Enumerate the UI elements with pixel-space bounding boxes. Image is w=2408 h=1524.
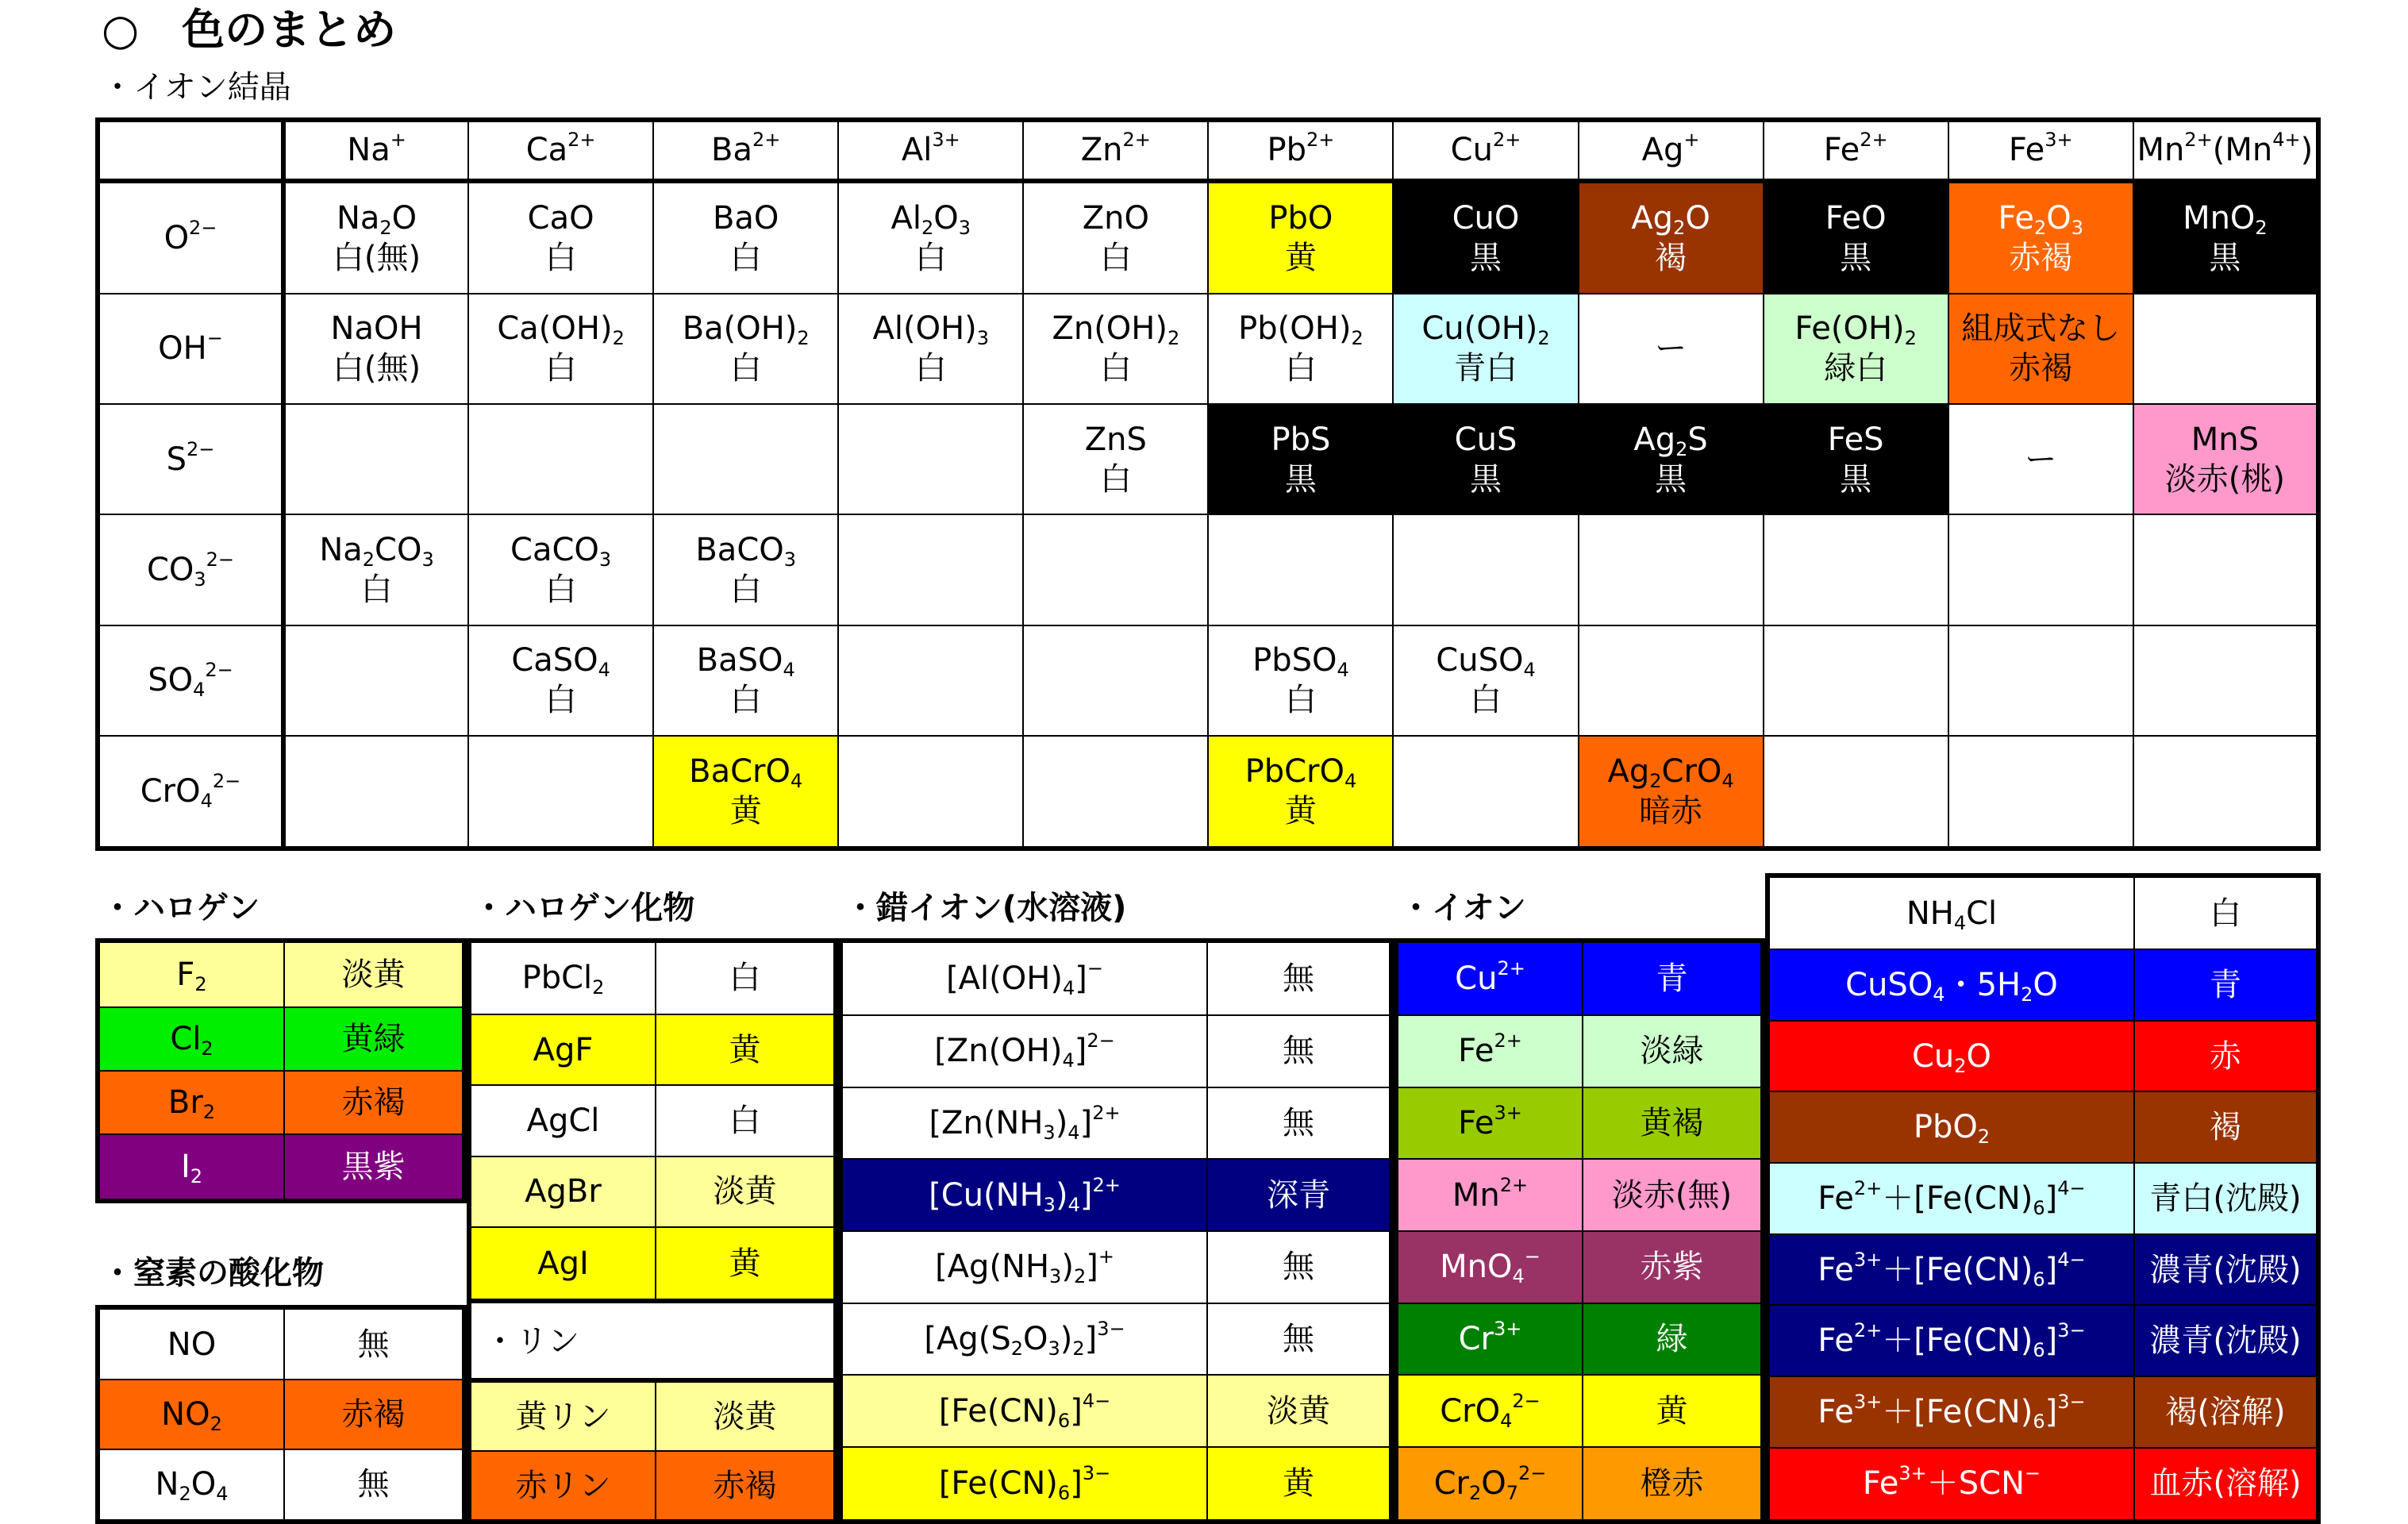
color-cell: 白 <box>656 941 836 1014</box>
nitrogen-oxide-row <box>98 1449 464 1522</box>
formula-cell: $Cl_2$ <box>98 1007 284 1071</box>
other-row <box>1768 1448 2318 1522</box>
complex-ion-row <box>840 1159 1391 1231</box>
section-label-complex-ions: ・錯イオン(水溶液) <box>844 890 1127 926</box>
formula-cell: $Fe^{3+}+SCN^-$ <box>1768 1448 2134 1522</box>
compound-cell <box>468 404 653 514</box>
complex-ion-row <box>840 941 1391 1015</box>
color-cell: 無 <box>284 1307 464 1380</box>
halogen-table <box>95 938 467 1203</box>
compound-cell <box>1764 514 1948 625</box>
ionic-crystal-table <box>95 117 2321 851</box>
compound-cell <box>1393 736 1578 849</box>
compound-cell <box>468 736 653 849</box>
row-header-anion: OH− <box>98 294 283 404</box>
compound-cell: ZnS 白 <box>1023 404 1208 514</box>
column-header-cation: $Al^{3+}$ <box>838 120 1023 181</box>
other-row <box>1768 949 2318 1021</box>
color-cell: 赤 <box>2134 1021 2318 1092</box>
compound-cell: MnO$_2$ 黒 <box>2133 181 2318 294</box>
formula-cell: $Fe^{3+}+[Fe(CN)_6]^{3-}$ <box>1768 1376 2134 1448</box>
compound-cell: BaCrO$_4$ 黄 <box>653 736 838 849</box>
color-cell: 青 <box>1583 941 1763 1015</box>
ions-table <box>1394 938 1765 1524</box>
column-header-cation: $Ca^{2+}$ <box>468 120 653 181</box>
formula-cell: $Fe^{2+}+[Fe(CN)_6]^{4-}$ <box>1768 1163 2134 1234</box>
color-cell: 青白(沈殿) <box>2134 1163 2318 1234</box>
halide-row <box>469 1156 836 1227</box>
complex-ion-row <box>840 1375 1391 1447</box>
other-row <box>1768 1234 2318 1306</box>
formula-cell: NO <box>98 1307 284 1380</box>
section-label-phosphorus: ・リン <box>484 1323 579 1360</box>
compound-cell: $Na_2O$ 白(無) <box>283 181 468 294</box>
formula-cell: $Fe^{2+}+[Fe(CN)_6]^{3-}$ <box>1768 1305 2134 1376</box>
others-table <box>1765 873 2321 1524</box>
complex-ion-row <box>840 1303 1391 1376</box>
compound-cell: ー <box>1579 294 1764 404</box>
ion-row <box>1396 1015 1763 1087</box>
color-cell: 濃青(沈殿) <box>2134 1234 2318 1306</box>
compound-cell <box>1948 736 2133 849</box>
column-header-cation: $Mn^{2+}(Mn^{4+})$ <box>2133 120 2318 181</box>
ion-row <box>1396 1087 1763 1160</box>
complex-ion-row <box>840 1087 1391 1160</box>
formula-cell: $[Cu(NH_3)_4]^{2+}$ <box>840 1159 1207 1231</box>
column-header-cation: Na+ <box>283 120 468 181</box>
other-row <box>1768 876 2318 949</box>
phosphorus-row <box>469 1380 836 1451</box>
color-cell: 黄褐 <box>1583 1087 1763 1160</box>
row-header-anion: CrO$_4^{2-}$ <box>98 736 283 849</box>
compound-cell: BaCO$_3$ 白 <box>653 514 838 625</box>
row-header-anion: $CO_3^{2-}$ <box>98 514 283 625</box>
compound-cell <box>1579 514 1764 625</box>
compound-cell <box>283 625 468 736</box>
compound-cell <box>1948 514 2133 625</box>
color-cell: 淡黄 <box>656 1380 836 1451</box>
complex-ion-row <box>840 1231 1391 1303</box>
formula-cell: PbCl$_2$ <box>469 941 656 1014</box>
formula-cell: $Fe^{3+}$ <box>1396 1087 1583 1160</box>
formula-cell: AgF <box>469 1014 656 1085</box>
halogen-row <box>98 1134 464 1201</box>
formula-cell: $Fe^{3+}+[Fe(CN)_6]^{4-}$ <box>1768 1234 2134 1306</box>
section-label-nitrogen-oxides: ・窒素の酸化物 <box>102 1255 324 1291</box>
color-cell: 赤紫 <box>1583 1231 1763 1303</box>
compound-cell <box>838 625 1023 736</box>
color-cell: 褐 <box>2134 1091 2318 1163</box>
compound-cell: $Ag_2S$ 黒 <box>1579 404 1764 514</box>
compound-cell: $Na_2CO_3$ 白 <box>283 514 468 625</box>
row-header-anion: $O^{2-}$ <box>98 181 283 294</box>
phosphorus-table <box>467 1378 838 1524</box>
color-cell: 黄 <box>1583 1375 1763 1447</box>
other-row <box>1768 1021 2318 1092</box>
compound-cell: CuSO$_4$ 白 <box>1393 625 1578 736</box>
other-row <box>1768 1376 2318 1448</box>
phosphorus-header <box>467 1303 838 1378</box>
color-cell: 深青 <box>1207 1159 1391 1231</box>
formula-cell: $NO_2$ <box>98 1380 284 1449</box>
formula-cell: AgCl <box>469 1085 656 1156</box>
color-cell: 無 <box>284 1449 464 1522</box>
color-cell: 無 <box>1207 1087 1391 1160</box>
formula-cell: $[Zn(NH_3)_4]^{2+}$ <box>840 1087 1207 1160</box>
compound-cell: ZnO 白 <box>1023 181 1208 294</box>
compound-cell <box>283 736 468 849</box>
compound-cell: MnS 淡赤(桃) <box>2133 404 2318 514</box>
other-row <box>1768 1163 2318 1234</box>
section-label-ions: ・イオン <box>1400 890 1526 926</box>
formula-cell: 黄リン <box>469 1380 656 1451</box>
color-cell: 淡黄 <box>656 1156 836 1227</box>
row-header-anion: $SO_4^{2-}$ <box>98 625 283 736</box>
color-cell: 無 <box>1207 1231 1391 1303</box>
page-title: ○ 色のまとめ <box>102 5 397 55</box>
compound-cell: $Ag_2CrO_4$ 暗赤 <box>1579 736 1764 849</box>
compound-cell: 組成式なし 赤褐 <box>1948 294 2133 404</box>
column-header-cation: $Pb^{2+}$ <box>1208 120 1393 181</box>
color-cell: 黄 <box>656 1227 836 1301</box>
halogen-row <box>98 941 464 1007</box>
compound-cell <box>1948 625 2133 736</box>
section-label-halides: ・ハロゲン化物 <box>473 890 695 926</box>
compound-cell <box>838 404 1023 514</box>
color-cell: 赤褐 <box>284 1380 464 1449</box>
color-cell: 緑 <box>1583 1303 1763 1376</box>
section-label-halogen: ・ハロゲン <box>102 890 260 926</box>
formula-cell: $Mn^{2+}$ <box>1396 1159 1583 1231</box>
color-cell: 褐(溶解) <box>2134 1376 2318 1448</box>
formula-cell: 赤リン <box>469 1451 656 1522</box>
color-cell: 黄 <box>1207 1447 1391 1522</box>
compound-cell <box>1023 514 1208 625</box>
ion-row <box>1396 1159 1763 1231</box>
compound-cell <box>838 736 1023 849</box>
complex-ion-row <box>840 1015 1391 1087</box>
color-cell: 無 <box>1207 1015 1391 1087</box>
color-cell: 白 <box>656 1085 836 1156</box>
color-cell: 青 <box>2134 949 2318 1021</box>
formula-cell: $[Zn(OH)_4]^{2-}$ <box>840 1015 1207 1087</box>
halide-row <box>469 1085 836 1156</box>
nitrogen-oxide-row <box>98 1307 464 1380</box>
compound-cell: CuO 黒 <box>1393 181 1578 294</box>
formula-cell: $[Ag(NH_3)_2]^+$ <box>840 1231 1207 1303</box>
color-cell: 赤褐 <box>656 1451 836 1522</box>
color-cell: 赤褐 <box>284 1071 464 1134</box>
halide-row <box>469 1227 836 1301</box>
compound-cell: $Al_2O_3$ 白 <box>838 181 1023 294</box>
other-row <box>1768 1305 2318 1376</box>
formula-cell: $NH_4Cl$ <box>1768 876 2134 949</box>
compound-cell: FeO 黒 <box>1764 181 1948 294</box>
formula-cell: MnO$_4$− <box>1396 1231 1583 1303</box>
color-cell: 無 <box>1207 1303 1391 1376</box>
compound-cell: $Pb(OH)_2$ 白 <box>1208 294 1393 404</box>
row-header-anion: $S^{2-}$ <box>98 404 283 514</box>
compound-cell: CaSO$_4$ 白 <box>468 625 653 736</box>
ion-row <box>1396 941 1763 1015</box>
color-cell: 淡黄 <box>284 941 464 1007</box>
compound-cell: $Zn(OH)_2$ 白 <box>1023 294 1208 404</box>
column-header-cation: $Fe^{2+}$ <box>1764 120 1948 181</box>
formula-cell: $[Ag(S_2O_3)_2]^{3-}$ <box>840 1303 1207 1376</box>
other-row <box>1768 1091 2318 1163</box>
complex-ions-table <box>838 938 1394 1524</box>
complex-ion-row <box>840 1447 1391 1522</box>
column-header-cation: $Fe^{3+}$ <box>1948 120 2133 181</box>
formula-cell: $Cu^{2+}$ <box>1396 941 1583 1015</box>
formula-cell: $F_2$ <box>98 941 284 1007</box>
compound-cell <box>2133 514 2318 625</box>
compound-cell: $Ba(OH)_2$ 白 <box>653 294 838 404</box>
color-cell: 濃青(沈殿) <box>2134 1305 2318 1376</box>
formula-cell: CuSO$_4$・$5H_2O$ <box>1768 949 2134 1021</box>
compound-cell <box>1023 736 1208 849</box>
compound-cell: CuS 黒 <box>1393 404 1578 514</box>
color-cell: 黄 <box>656 1014 836 1085</box>
color-cell: 血赤(溶解) <box>2134 1448 2318 1522</box>
halides-table <box>467 938 838 1303</box>
compound-cell <box>2133 736 2318 849</box>
compound-cell: ー <box>1948 404 2133 514</box>
ion-row <box>1396 1447 1763 1522</box>
compound-cell <box>1393 514 1578 625</box>
compound-cell <box>1208 514 1393 625</box>
compound-cell: NaOH 白(無) <box>283 294 468 404</box>
color-cell: 黒紫 <box>284 1134 464 1201</box>
compound-cell: PbS 黒 <box>1208 404 1393 514</box>
compound-cell: $Fe(OH)_2$ 緑白 <box>1764 294 1948 404</box>
formula-cell: $Cr^{3+}$ <box>1396 1303 1583 1376</box>
compound-cell <box>283 404 468 514</box>
formula-cell: $N_2O_4$ <box>98 1449 284 1522</box>
halogen-row <box>98 1071 464 1134</box>
phosphorus-row <box>469 1451 836 1522</box>
formula-cell: $Cr_2O_7^{2-}$ <box>1396 1447 1583 1522</box>
compound-cell: $Cu(OH)_2$ 青白 <box>1393 294 1578 404</box>
color-cell: 淡赤(無) <box>1583 1159 1763 1231</box>
compound-cell <box>1764 625 1948 736</box>
compound-cell <box>1023 625 1208 736</box>
formula-cell: $I_2$ <box>98 1134 284 1201</box>
color-cell: 淡黄 <box>1207 1375 1391 1447</box>
formula-cell: $Br_2$ <box>98 1071 284 1134</box>
compound-cell: PbSO$_4$ 白 <box>1208 625 1393 736</box>
color-cell: 黄緑 <box>284 1007 464 1071</box>
halogen-row <box>98 1007 464 1071</box>
compound-cell: FeS 黒 <box>1764 404 1948 514</box>
compound-cell: $Al(OH)_3$ 白 <box>838 294 1023 404</box>
compound-cell <box>653 404 838 514</box>
compound-cell <box>1764 736 1948 849</box>
formula-cell: $Fe^{2+}$ <box>1396 1015 1583 1087</box>
compound-cell: CaO 白 <box>468 181 653 294</box>
compound-cell: BaO 白 <box>653 181 838 294</box>
nitrogen-oxide-row <box>98 1380 464 1449</box>
ion-row <box>1396 1303 1763 1376</box>
formula-cell: AgI <box>469 1227 656 1301</box>
color-cell: 橙赤 <box>1583 1447 1763 1522</box>
compound-cell: PbCrO$_4$ 黄 <box>1208 736 1393 849</box>
ion-row <box>1396 1375 1763 1447</box>
compound-cell <box>2133 294 2318 404</box>
color-cell: 無 <box>1207 941 1391 1015</box>
compound-cell: CaCO$_3$ 白 <box>468 514 653 625</box>
formula-cell: $[Al(OH)_4]^-$ <box>840 941 1207 1015</box>
formula-cell: $Cu_2O$ <box>1768 1021 2134 1092</box>
nitrogen-oxides-table <box>95 1305 467 1524</box>
halide-row <box>469 1014 836 1085</box>
compound-cell <box>1579 625 1764 736</box>
column-header-cation: Ag+ <box>1579 120 1764 181</box>
compound-cell: $Fe_2O_3$ 赤褐 <box>1948 181 2133 294</box>
section-label-ionic-crystal: ・イオン結晶 <box>102 69 291 106</box>
ion-row <box>1396 1231 1763 1303</box>
compound-cell: BaSO$_4$ 白 <box>653 625 838 736</box>
compound-cell: $Ca(OH)_2$ 白 <box>468 294 653 404</box>
formula-cell: AgBr <box>469 1156 656 1227</box>
compound-cell: PbO 黄 <box>1208 181 1393 294</box>
halide-row <box>469 941 836 1014</box>
color-cell: 淡緑 <box>1583 1015 1763 1087</box>
formula-cell: CrO$_4^{2-}$ <box>1396 1375 1583 1447</box>
corner-cell <box>98 120 283 181</box>
column-header-cation: $Ba^{2+}$ <box>653 120 838 181</box>
compound-cell <box>2133 625 2318 736</box>
color-cell: 白 <box>2134 876 2318 949</box>
formula-cell: $[Fe(CN)_6]^{3-}$ <box>840 1447 1207 1522</box>
formula-cell: PbO$_2$ <box>1768 1091 2134 1163</box>
formula-cell: $[Fe(CN)_6]^{4-}$ <box>840 1375 1207 1447</box>
compound-cell <box>838 514 1023 625</box>
column-header-cation: $Cu^{2+}$ <box>1393 120 1578 181</box>
column-header-cation: $Zn^{2+}$ <box>1023 120 1208 181</box>
compound-cell: $Ag_2O$ 褐 <box>1579 181 1764 294</box>
